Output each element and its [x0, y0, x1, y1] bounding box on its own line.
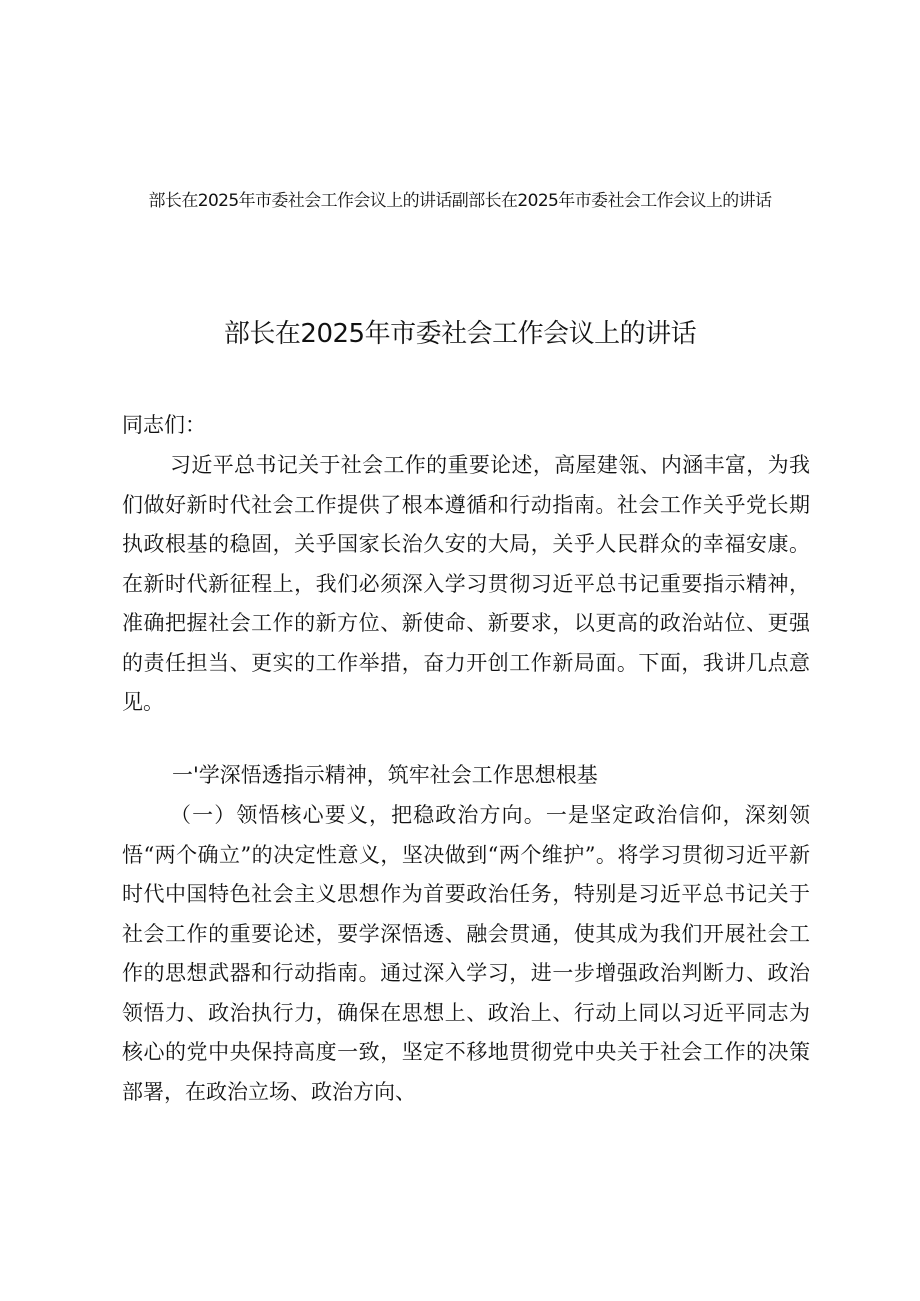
salutation: 同志们：	[122, 413, 206, 437]
body-paragraph: 习近平总书记关于社会工作的重要论述，高屋建瓴、内涵丰富，为我们做好新时代社会工作提供了根本遵循和行动指南。社会工作关乎党长期执政根基的稳固，关乎国家长治久安的大局，关乎人民群众的幸福安康。在新时代新征程上，我们必须深入学习贯彻习近平总书记重要指示精神，准确把握社会工作的新方位、新使命、新要求，以更高的政治站位、更强的责任担当、更实的工作举措，奋力开创工作新局面。下面，我讲几点意见。	[122, 453, 810, 714]
running-head: 部长在2025年市委社会工作会议上的讲话副部长在2025年市委社会工作会议上的讲话	[148, 191, 772, 211]
section-paragraph: （一）领悟核心要义，把稳政治方向。一是坚定政治信仰，深刻领悟“两个确立”的决定性意义，坚决做到“两个维护”。将学习贯彻习近平新时代中国特色社会主义思想作为首要政治任务，特别是习近平总书记关于社会工作的重要论述，要学深悟透、融会贯通，使其成为我们开展社会工作的思想武器和行动指南。通过深入学习，进一步增强政治判断力、政治领悟力、政治执行力，确保在思想上、政治上、行动上同以习近平同志为核心的党中央保持高度一致，坚定不移地贯彻党中央关于社会工作的决策部署，在政治立场、政治方向、	[122, 803, 810, 1104]
document-title: 部长在2025年市委社会工作会议上的讲话	[223, 319, 697, 349]
section-heading: 一'学深悟透指示精神，筑牢社会工作思想根基	[172, 763, 598, 787]
